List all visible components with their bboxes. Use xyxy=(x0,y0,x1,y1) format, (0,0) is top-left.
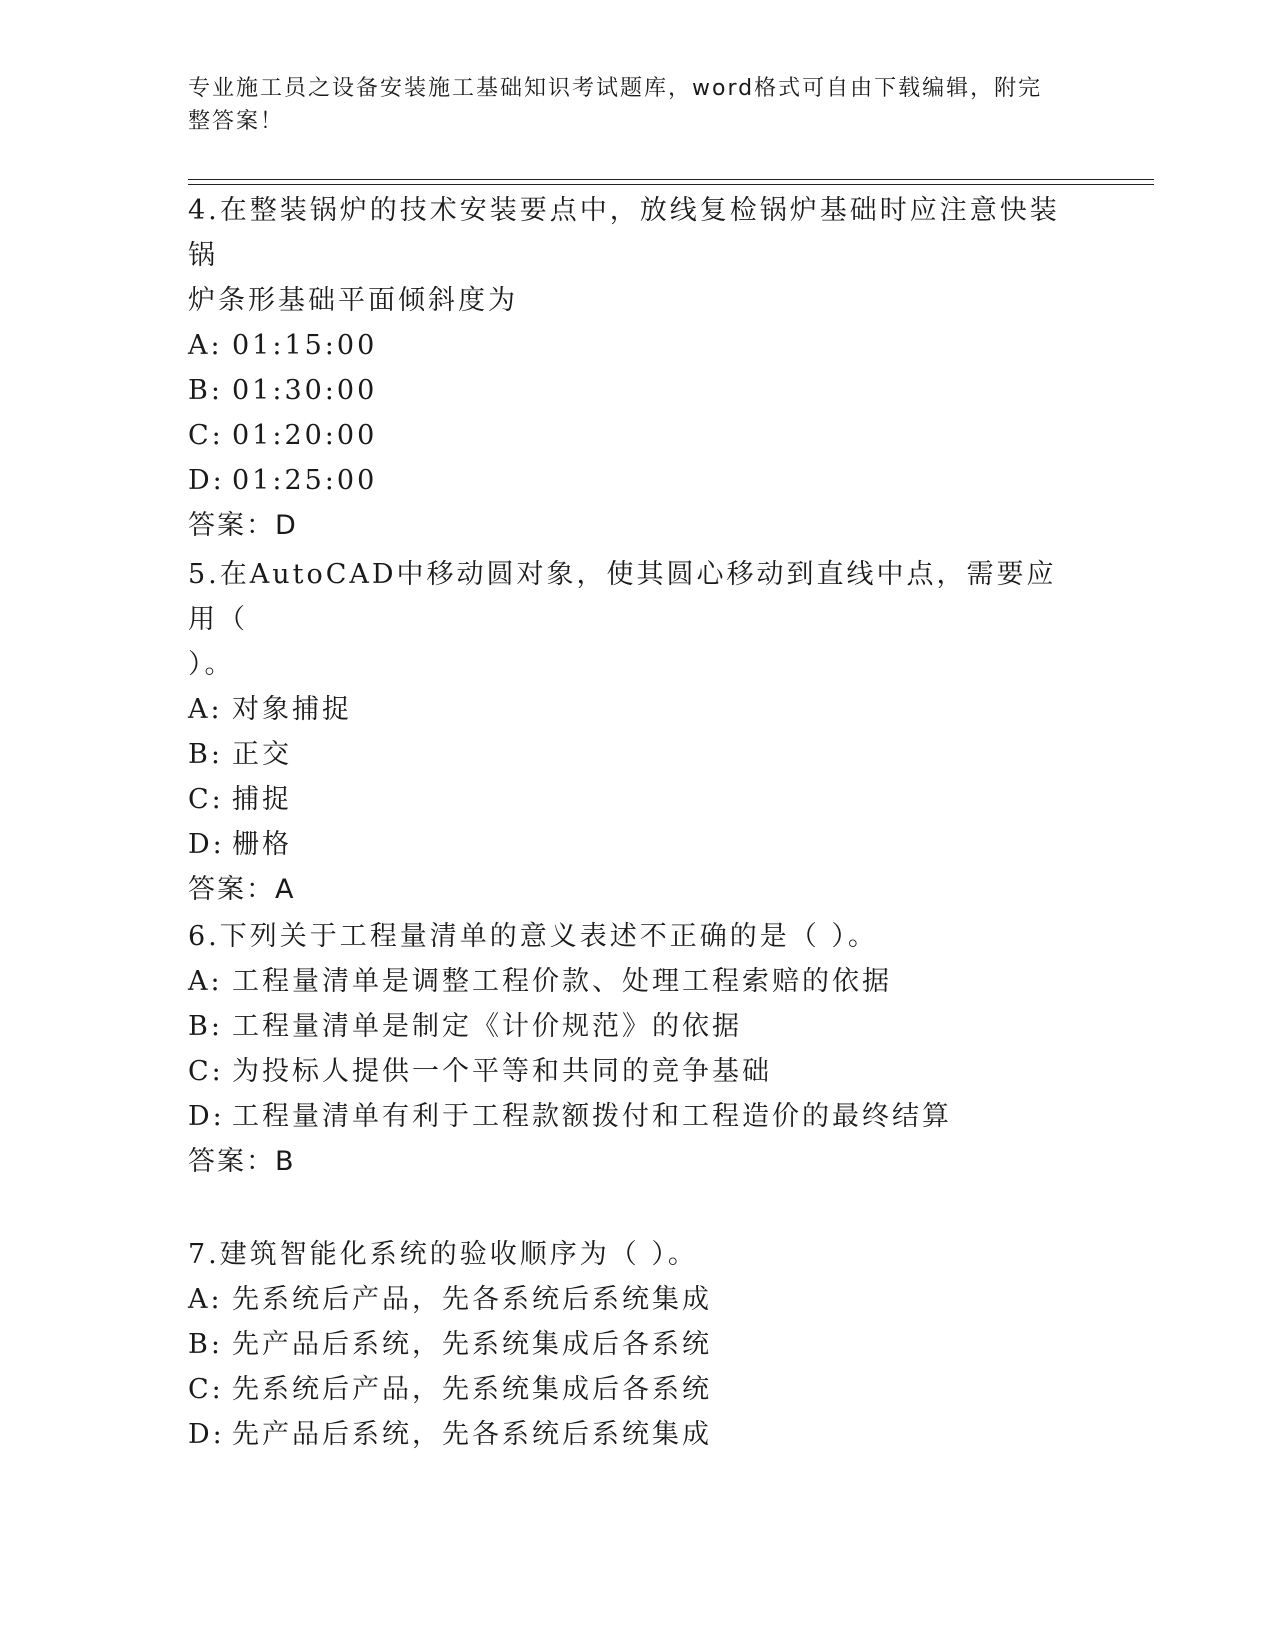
option-key: B: xyxy=(188,1329,223,1360)
option-key: A: xyxy=(188,330,223,361)
option-c xyxy=(188,413,1068,458)
document-header xyxy=(188,72,1068,138)
option-a xyxy=(188,959,1068,1004)
option-text: 为投标人提供一个平等和共同的竞争基础 xyxy=(232,1056,772,1087)
option-a xyxy=(188,687,1068,732)
header-divider-bottom xyxy=(188,184,1154,185)
header-divider-top xyxy=(188,179,1154,180)
option-key: C: xyxy=(188,420,224,451)
option-text: 工程量清单有利于工程款额拨付和工程造价的最终结算 xyxy=(232,1101,952,1132)
option-key: D: xyxy=(188,1101,225,1132)
option-key: D: xyxy=(188,465,225,496)
question-stem-line: 炉条形基础平面倾斜度为 xyxy=(188,285,518,316)
question-stem-line: ）。 xyxy=(188,649,235,680)
option-text: 正交 xyxy=(232,739,292,770)
option-key: C: xyxy=(188,784,224,815)
answer-line: 答案：B xyxy=(188,1146,296,1177)
option-text: 先产品后系统，先系统集成后各系统 xyxy=(232,1329,712,1360)
option-key: D: xyxy=(188,1419,225,1450)
option-text: 捕捉 xyxy=(232,784,292,815)
option-text: 工程量清单是制定《计价规范》的依据 xyxy=(232,1011,742,1042)
option-text: 工程量清单是调整工程价款、处理工程索赔的依据 xyxy=(232,966,892,997)
answer-line: 答案：A xyxy=(188,874,296,905)
option-key: A: xyxy=(188,1284,223,1315)
option-text: 01:15:00 xyxy=(232,330,378,361)
option-d xyxy=(188,822,1068,867)
question-7 xyxy=(188,1232,1068,1457)
option-c xyxy=(188,1367,1068,1412)
option-text: 01:30:00 xyxy=(232,375,378,406)
option-key: A: xyxy=(188,694,223,725)
option-key: A: xyxy=(188,966,223,997)
option-text: 01:25:00 xyxy=(232,465,378,496)
question-stem-line: 4.在整装锅炉的技术安装要点中，放线复检锅炉基础时应注意快装锅 xyxy=(188,195,1060,271)
option-key: D: xyxy=(188,829,225,860)
option-text: 先系统后产品，先各系统后系统集成 xyxy=(232,1284,712,1315)
question-6 xyxy=(188,914,1068,1184)
option-b xyxy=(188,1322,1068,1367)
header-line-1: 专业施工员之设备安装施工基础知识考试题库，word格式可自由下载编辑，附完 xyxy=(188,76,1043,101)
option-text: 栅格 xyxy=(232,829,292,860)
option-text: 先产品后系统，先各系统后系统集成 xyxy=(232,1419,712,1450)
question-5 xyxy=(188,552,1068,912)
answer-line: 答案：D xyxy=(188,510,298,541)
option-key: C: xyxy=(188,1374,224,1405)
option-a xyxy=(188,323,1068,368)
option-b xyxy=(188,1004,1068,1049)
question-stem-line: 5.在AutoCAD中移动圆对象，使其圆心移动到直线中点，需要应用（ xyxy=(188,559,1057,635)
option-key: B: xyxy=(188,739,223,770)
option-d xyxy=(188,1412,1068,1457)
option-text: 先系统后产品，先系统集成后各系统 xyxy=(232,1374,712,1405)
option-text: 对象捕捉 xyxy=(232,694,352,725)
option-d xyxy=(188,1094,1068,1139)
option-d xyxy=(188,458,1068,503)
option-c xyxy=(188,777,1068,822)
header-line-2: 整答案！ xyxy=(188,109,285,134)
option-a xyxy=(188,1277,1068,1322)
question-4 xyxy=(188,188,1068,548)
option-key: B: xyxy=(188,1011,223,1042)
option-b xyxy=(188,368,1068,413)
option-key: C: xyxy=(188,1056,224,1087)
question-stem-line: 6.下列关于工程量清单的意义表述不正确的是（ ）。 xyxy=(188,921,878,952)
option-text: 01:20:00 xyxy=(232,420,378,451)
option-key: B: xyxy=(188,375,223,406)
option-c xyxy=(188,1049,1068,1094)
option-b xyxy=(188,732,1068,777)
question-stem-line: 7.建筑智能化系统的验收顺序为（ ）。 xyxy=(188,1239,698,1270)
